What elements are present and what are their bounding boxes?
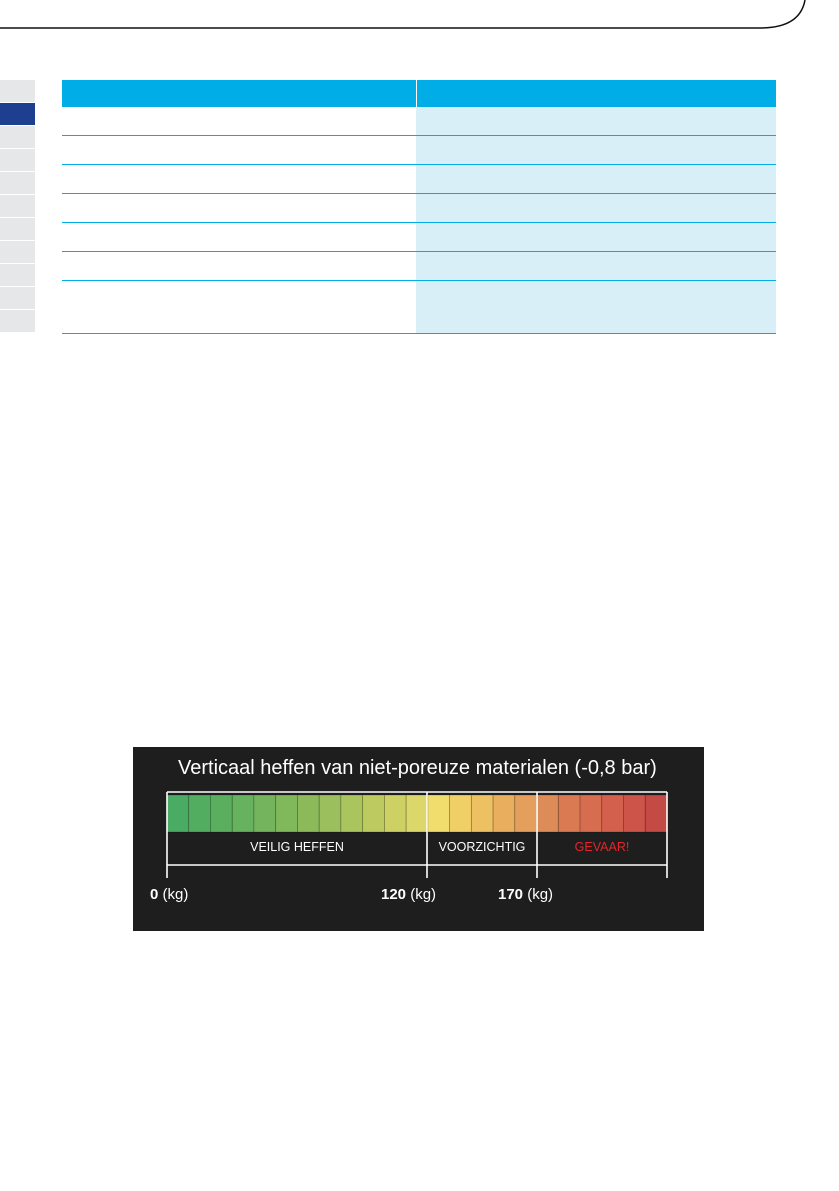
table-header-cell (416, 80, 776, 107)
chapter-tab[interactable] (0, 310, 35, 332)
gauge-segment (167, 795, 189, 832)
table-cell (416, 194, 776, 223)
table-row (62, 107, 776, 136)
gauge-segment (537, 795, 559, 832)
zone-label-safe (167, 840, 427, 854)
gauge-segment (428, 795, 450, 832)
tick-label (498, 886, 553, 903)
zone-label-danger (537, 840, 667, 854)
gauge-segment (276, 795, 298, 832)
table-cell (62, 281, 416, 334)
page-corner-line (0, 0, 839, 70)
chapter-tab[interactable] (0, 264, 35, 286)
table-row (62, 252, 776, 281)
chapter-tab[interactable] (0, 126, 35, 148)
table-cell (416, 252, 776, 281)
chapter-tab[interactable] (0, 287, 35, 309)
gauge-segment (580, 795, 602, 832)
table-cell (62, 107, 416, 136)
zone-label-text: VEILIG HEFFEN (250, 840, 344, 854)
chapter-tab[interactable] (0, 172, 35, 194)
gauge-segment (406, 795, 428, 832)
table-cell (416, 136, 776, 165)
tick-unit: (kg) (527, 886, 554, 903)
table-header-cell (62, 80, 416, 107)
chapter-tab[interactable] (0, 80, 35, 102)
table-cell (62, 252, 416, 281)
tick-label (150, 886, 188, 903)
table-cell (62, 165, 416, 194)
table-cell (416, 281, 776, 334)
gauge-segment (515, 795, 537, 832)
table-row (62, 136, 776, 165)
gauge-segment (450, 795, 472, 832)
chapter-tab[interactable] (0, 195, 35, 217)
tick-value: 120 (381, 886, 407, 903)
table-row (62, 194, 776, 223)
gauge-segment (319, 795, 341, 832)
gauge-segment (254, 795, 276, 832)
chapter-tab-active[interactable] (0, 103, 35, 125)
gauge-segment (363, 795, 385, 832)
gauge-segment (189, 795, 211, 832)
gauge-segment (210, 795, 232, 832)
table-row (62, 165, 776, 194)
gauge-segment (558, 795, 580, 832)
zone-label-caution (427, 840, 537, 854)
gauge-segment (232, 795, 254, 832)
zone-label-text: VOORZICHTIG (438, 840, 526, 854)
table-cell (416, 223, 776, 252)
tick-label (381, 886, 436, 903)
table-header-row (62, 80, 776, 107)
table-row (62, 281, 776, 334)
gauge-title: Verticaal heffen van niet-poreuze materialen (-0,8 bar) (178, 757, 657, 779)
zone-label-text: GEVAAR! (574, 840, 630, 854)
tick-value: 170 (498, 886, 524, 903)
gauge-segment (471, 795, 493, 832)
table-cell (416, 107, 776, 136)
spec-table (62, 80, 776, 334)
gauge-segment (602, 795, 624, 832)
table-row (62, 223, 776, 252)
gauge-segment (645, 795, 667, 832)
chapter-tab[interactable] (0, 241, 35, 263)
tick-value: 0 (150, 886, 159, 903)
tick-unit: (kg) (162, 886, 189, 903)
gauge-segment (341, 795, 363, 832)
gauge-segment (384, 795, 406, 832)
table-cell (416, 165, 776, 194)
gauge-segment (624, 795, 646, 832)
chapter-tab[interactable] (0, 218, 35, 240)
table-cell (62, 223, 416, 252)
table-cell (62, 136, 416, 165)
chapter-tabs (0, 80, 35, 333)
gauge-segment (493, 795, 515, 832)
table-cell (62, 194, 416, 223)
gauge-segment (297, 795, 319, 832)
tick-unit: (kg) (410, 886, 437, 903)
lifting-capacity-gauge (133, 747, 704, 931)
chapter-tab[interactable] (0, 149, 35, 171)
